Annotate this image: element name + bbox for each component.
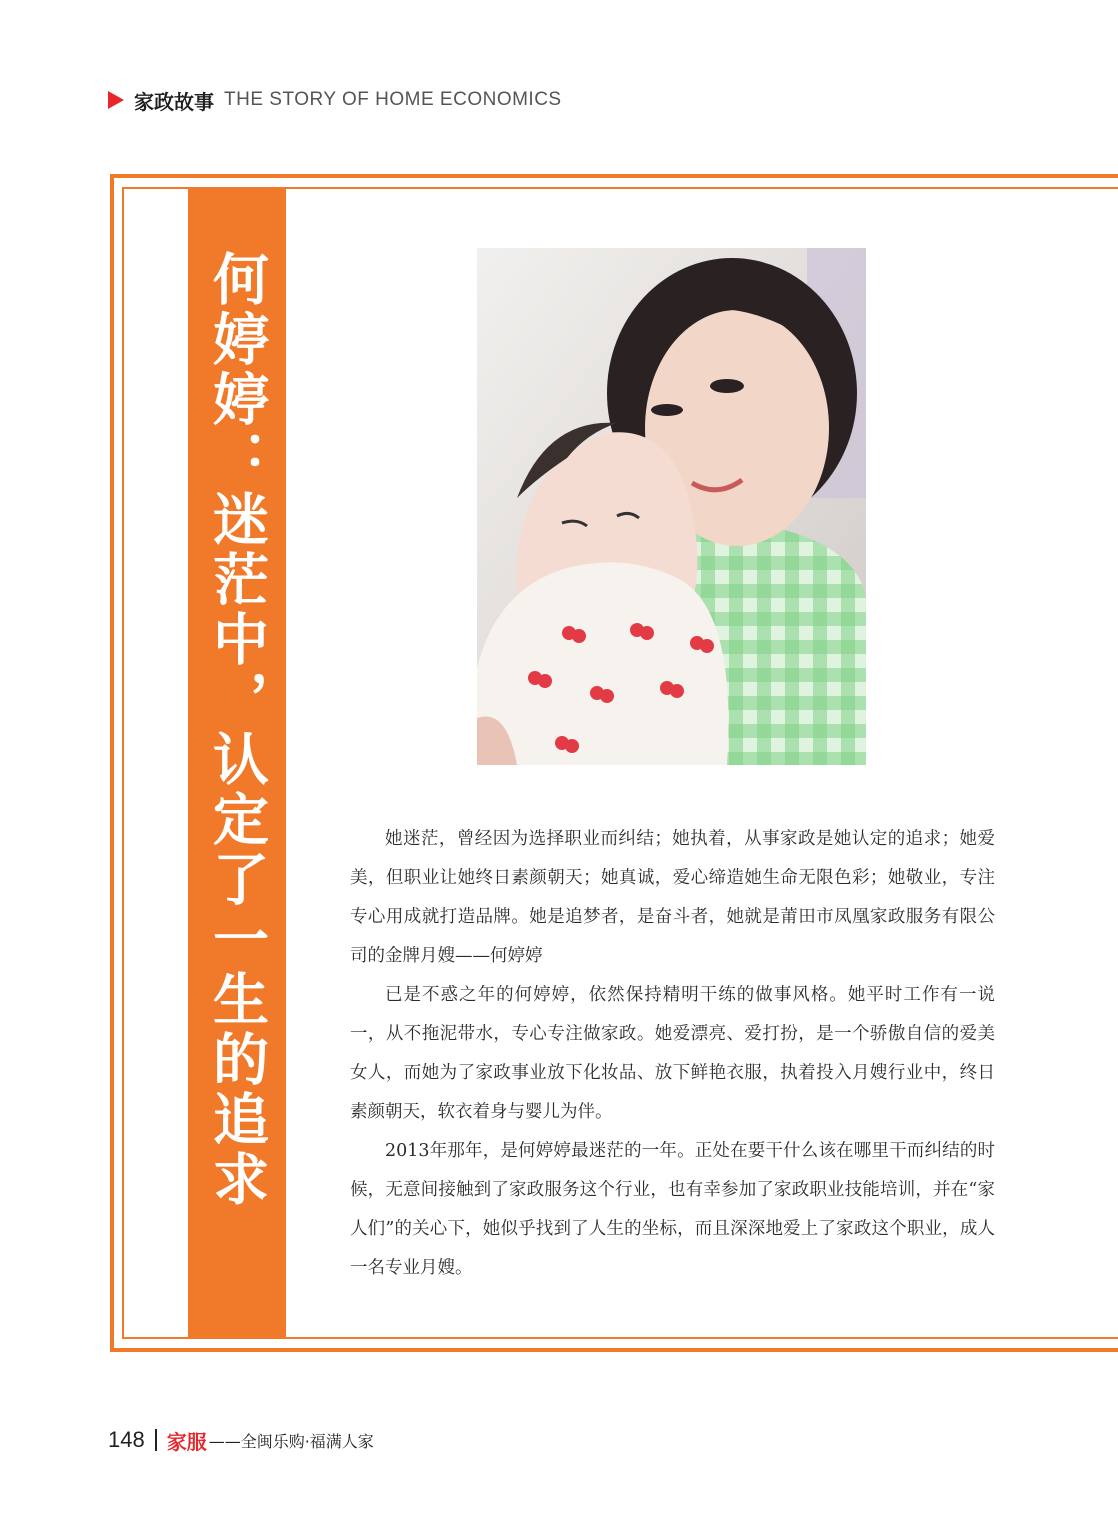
section-header [108,86,562,114]
paragraph: 已是不惑之年的何婷婷，依然保持精明干练的做事风格。她平时工作有一说一，从不拖泥带水，专心专注做家政。她爱漂亮、爱打扮，是一个骄傲自信的爱美女人，而她为了家政事业放下化妆品、放下鲜艳衣服，执着投入月嫂行业中，终日素颜朝天，软衣着身与婴儿为伴。 [350,985,995,1122]
title-band [188,188,286,1338]
page-footer [108,1426,374,1454]
footer-divider [155,1429,157,1451]
magazine-slogan: ——全闽乐购·福满人家 [208,1431,374,1451]
article-body [350,820,995,1288]
article-photo [477,248,866,765]
section-title-en: THE STORY OF HOME ECONOMICS [224,89,562,110]
paragraph: 2013年那年，是何婷婷最迷茫的一年。正处在要干什么该在哪里干而纠结的时候，无意间接触到了家政服务这个行业，也有幸参加了家政职业技能培训，并在“家人们”的关心下，她似乎找到了人生的坐标，而且深深地爱上了家政这个职业，成人一名专业月嫂。 [350,1141,995,1278]
paragraph: 她迷茫，曾经因为选择职业而纠结；她执着，从事家政是她认定的追求；她爱美，但职业让她终日素颜朝天；她真诚，爱心缔造她生命无限色彩；她敬业，专注专心用成就打造品牌。她是追梦者，是奋斗者，她就是莆田市凤凰家政服务有限公司的金牌月嫂——何婷婷 [350,829,995,966]
magazine-name: 家服 [166,1429,207,1454]
triangle-marker-icon [108,91,124,109]
article-title: 何婷婷：迷茫中，认定了一生的追求 [204,250,270,1210]
page-number: 148 [108,1427,145,1452]
section-title-cn: 家政故事 [134,89,214,114]
